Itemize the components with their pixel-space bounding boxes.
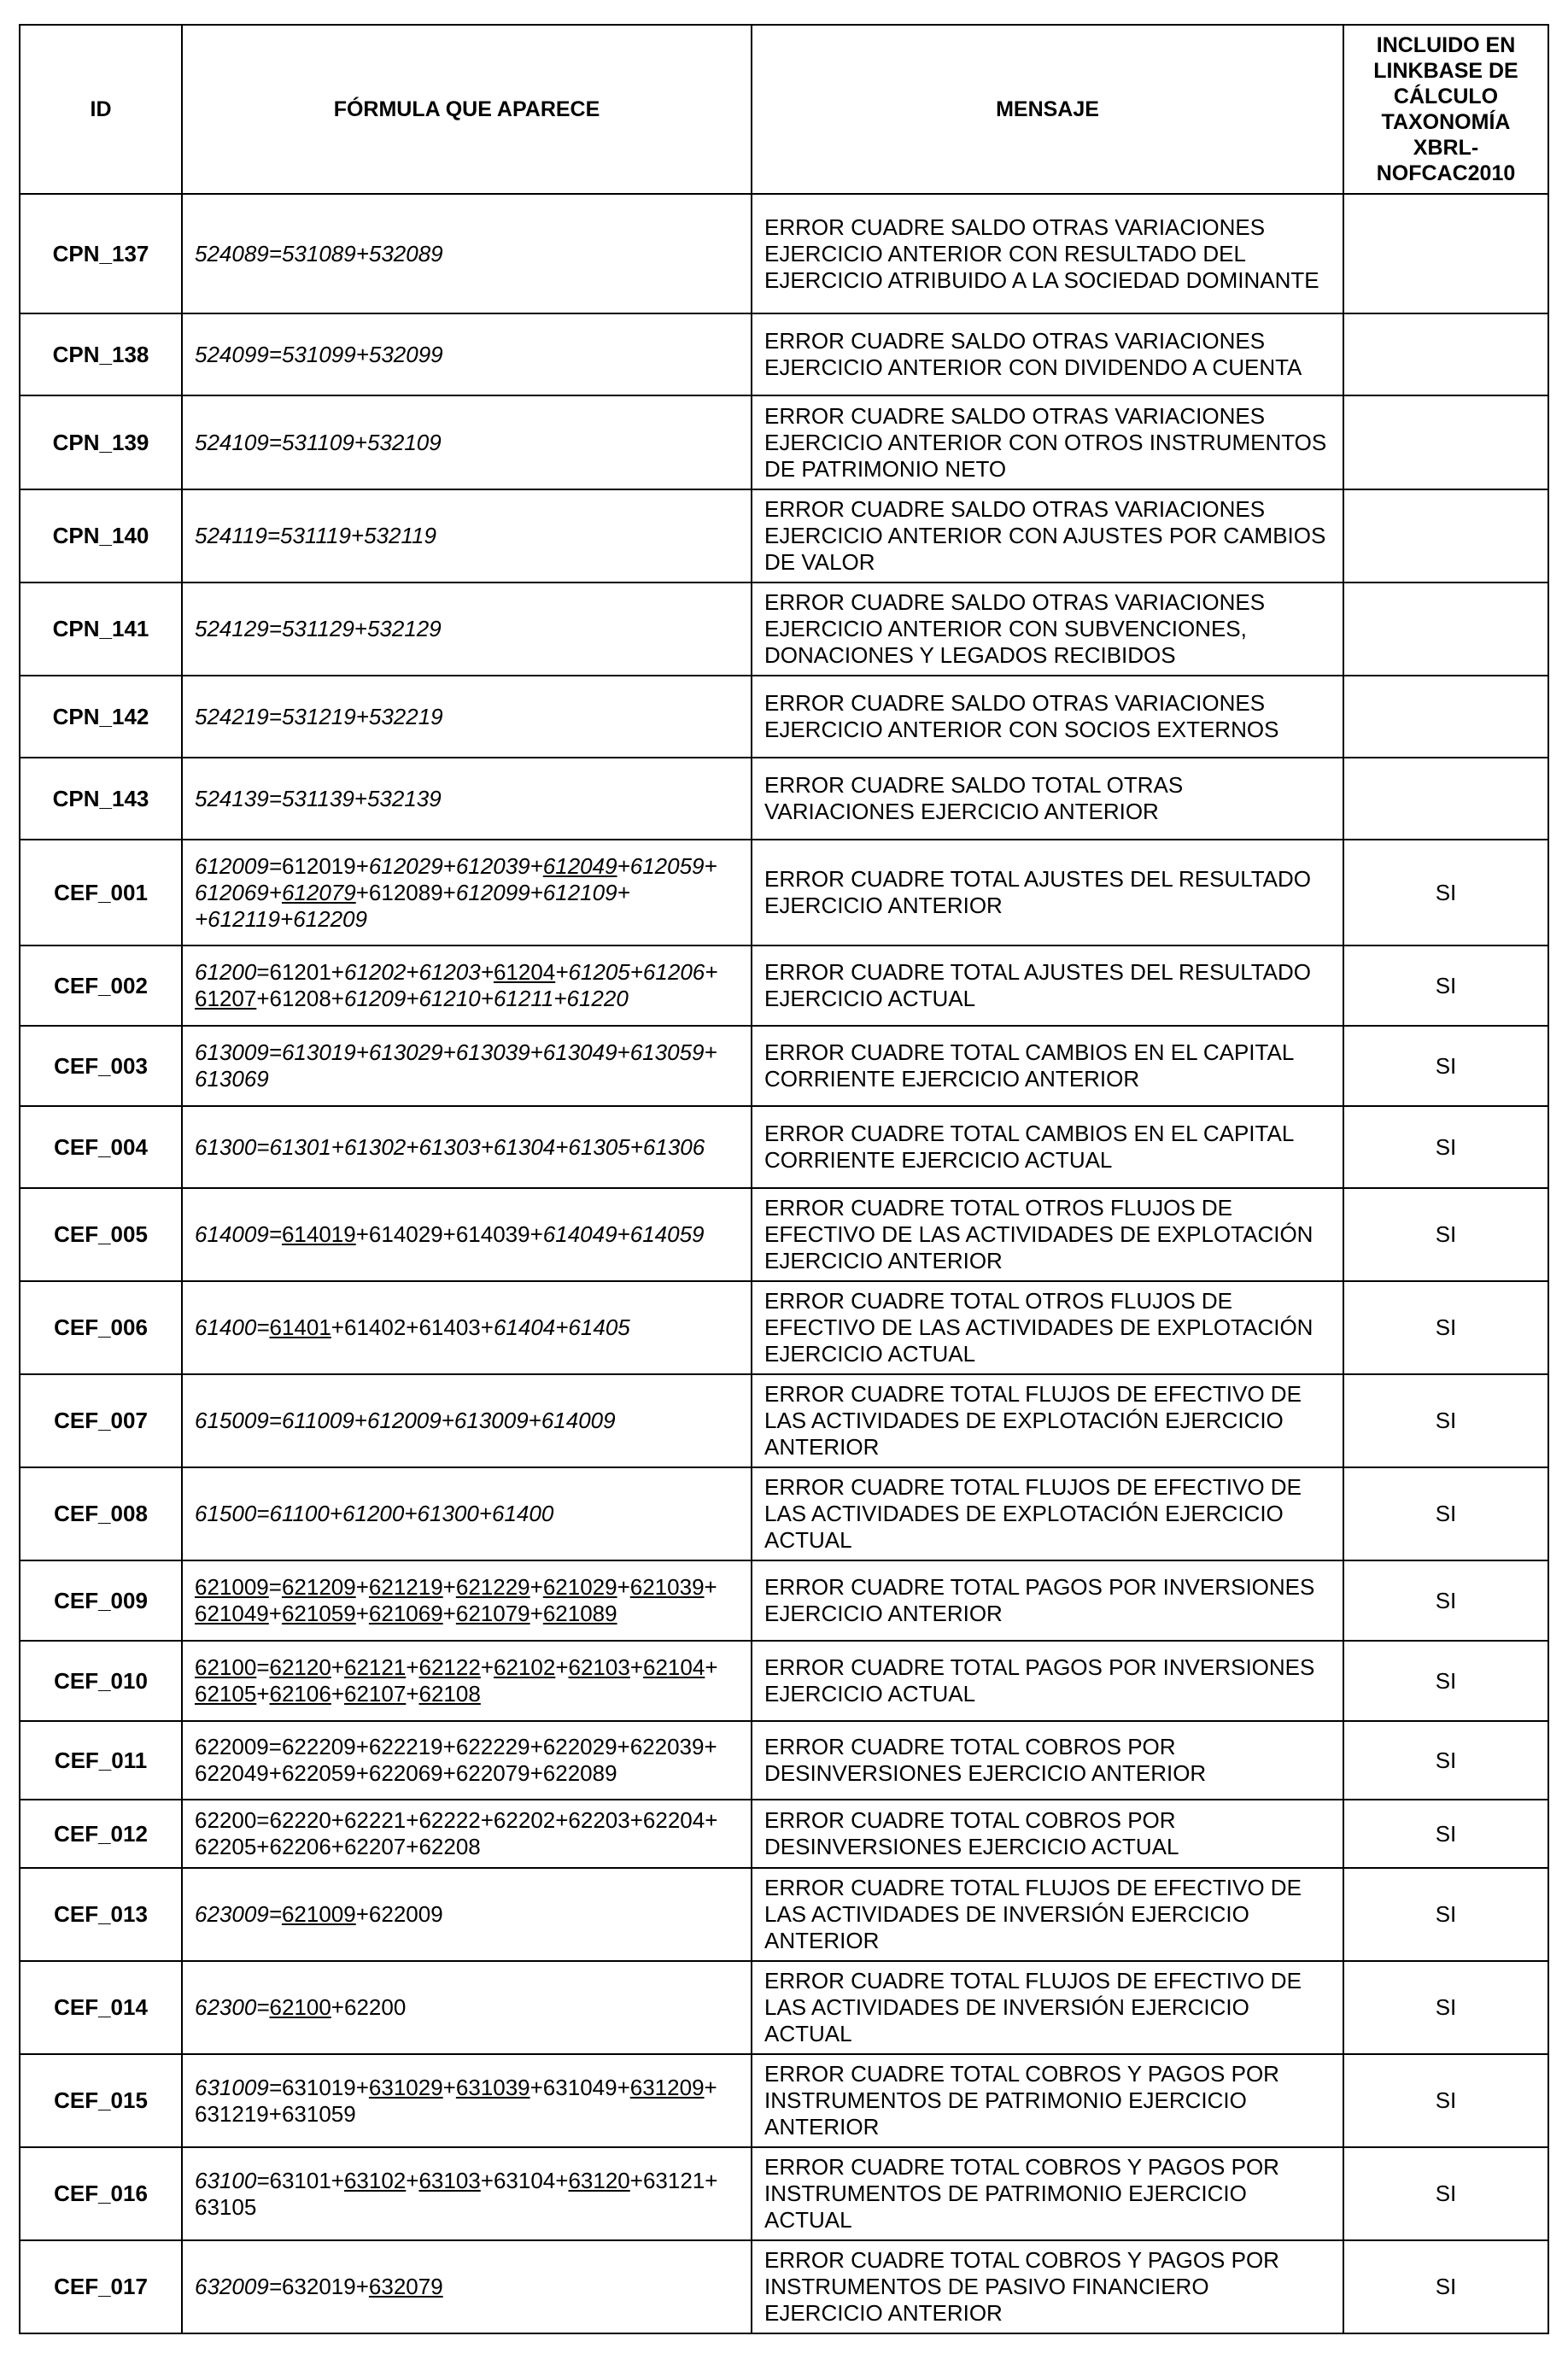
formula-segment: 63102: [343, 2167, 407, 2193]
header-formula: FÓRMULA QUE APARECE: [182, 25, 752, 194]
formula-segment: 62100: [269, 1994, 331, 2020]
formula-segment: 62107: [344, 1681, 407, 1707]
rule-id: CPN_138: [20, 313, 182, 395]
formula-segment: 62120: [269, 1654, 331, 1680]
formula-segment: +: [355, 1601, 369, 1626]
rule-message: ERROR CUADRE SALDO OTRAS VARIACIONES EJERCICIO ANTERIOR CON AJUSTES POR CAMBIOS DE VALOR: [752, 489, 1343, 583]
rule-message: ERROR CUADRE TOTAL OTROS FLUJOS DE EFECTIVO DE LAS ACTIVIDADES DE EXPLOTACIÓN EJERCICIO ANTERIOR: [752, 1188, 1343, 1281]
formula-segment: +: [617, 1574, 630, 1600]
formula-segment: +: [268, 1601, 282, 1626]
formula-segment: +: [406, 2167, 419, 2193]
formula-segment: 61200: [195, 959, 257, 985]
header-row: [20, 25, 1548, 194]
rule-id: CEF_011: [20, 1721, 182, 1800]
formula-segment: 62108: [418, 1681, 481, 1707]
table-row: [20, 395, 1548, 489]
table-row: [20, 1560, 1548, 1641]
formula-segment: 61204: [493, 959, 556, 985]
rule-included: [1343, 758, 1548, 840]
table-row: [20, 1641, 1548, 1721]
formula-segment: + 631219+631059: [195, 2074, 717, 2127]
rule-message: ERROR CUADRE TOTAL AJUSTES DEL RESULTADO EJERCICIO ANTERIOR: [752, 840, 1343, 945]
formula-segment: +63104+: [480, 2167, 569, 2193]
formula-segment: 615009=611009+612009+613009+614009: [195, 1408, 616, 1433]
rule-id: CEF_004: [20, 1106, 182, 1188]
rule-formula: [182, 1721, 752, 1800]
rule-message: ERROR CUADRE SALDO OTRAS VARIACIONES EJERCICIO ANTERIOR CON SUBVENCIONES, DONACIONES Y LEGADOS RECIBIDOS: [752, 583, 1343, 676]
formula-segment: =61201+: [256, 959, 344, 985]
rule-message: ERROR CUADRE SALDO OTRAS VARIACIONES EJERCICIO ANTERIOR CON DIVIDENDO A CUENTA: [752, 313, 1343, 395]
formula-segment: 621229: [455, 1574, 530, 1600]
formula-segment: +: [529, 1601, 543, 1626]
formula-segment: 62300=: [195, 1994, 270, 2020]
table-row: [20, 840, 1548, 945]
rule-included: [1343, 489, 1548, 583]
rule-included: SI: [1343, 1721, 1548, 1800]
table-row: [20, 1374, 1548, 1467]
rule-id: CPN_140: [20, 489, 182, 583]
formula-segment: 631209: [629, 2074, 705, 2100]
rule-formula: [182, 1281, 752, 1374]
formula-segment: 614019: [281, 1221, 356, 1247]
formula-segment: 524129=531129+532129: [195, 616, 442, 641]
formula-segment: 62122: [418, 1654, 481, 1680]
formula-segment: 61209+61210+61211+61220: [343, 986, 629, 1011]
formula-segment: +61208+: [256, 986, 344, 1011]
rule-message: ERROR CUADRE TOTAL FLUJOS DE EFECTIVO DE LAS ACTIVIDADES DE INVERSIÓN EJERCICIO ANTERIOR: [752, 1868, 1343, 1961]
rule-included: SI: [1343, 1560, 1548, 1641]
rule-formula: [182, 489, 752, 583]
formula-segment: +: [331, 1681, 344, 1707]
formula-segment: 61401: [269, 1314, 331, 1340]
rule-id: CEF_012: [20, 1800, 182, 1868]
rule-id: CEF_006: [20, 1281, 182, 1374]
rule-id: CEF_001: [20, 840, 182, 945]
table-row: [20, 945, 1548, 1026]
formula-segment: 61404+61405: [493, 1314, 630, 1340]
formula-segment: =: [256, 1654, 270, 1680]
header-message: MENSAJE: [752, 25, 1343, 194]
rule-included: SI: [1343, 2240, 1548, 2333]
rule-id: CEF_014: [20, 1961, 182, 2054]
rule-formula: [182, 945, 752, 1026]
rule-included: [1343, 676, 1548, 758]
formula-segment: 631039: [455, 2074, 530, 2100]
rule-id: CEF_013: [20, 1868, 182, 1961]
rule-id: CEF_007: [20, 1374, 182, 1467]
formula-segment: 63100=: [195, 2167, 270, 2193]
rule-message: ERROR CUADRE TOTAL OTROS FLUJOS DE EFECTIVO DE LAS ACTIVIDADES DE EXPLOTACIÓN EJERCICIO ACTUAL: [752, 1281, 1343, 1374]
rule-message: ERROR CUADRE TOTAL AJUSTES DEL RESULTADO EJERCICIO ACTUAL: [752, 945, 1343, 1026]
formula-segment: +: [705, 1654, 718, 1680]
formula-segment: 631009=: [195, 2074, 282, 2100]
rule-included: [1343, 313, 1548, 395]
formula-segment: +622009: [355, 1901, 443, 1927]
formula-segment: 62106: [269, 1681, 331, 1707]
rule-formula: [182, 1374, 752, 1467]
table-row: [20, 2147, 1548, 2240]
rule-message: ERROR CUADRE TOTAL COBROS POR DESINVERSIONES EJERCICIO ANTERIOR: [752, 1721, 1343, 1800]
rule-message: ERROR CUADRE TOTAL CAMBIOS EN EL CAPITAL CORRIENTE EJERCICIO ANTERIOR: [752, 1026, 1343, 1106]
rule-id: CPN_139: [20, 395, 182, 489]
rule-included: SI: [1343, 840, 1548, 945]
table-row: [20, 1800, 1548, 1868]
formula-segment: +: [256, 1681, 270, 1707]
rule-formula: [182, 676, 752, 758]
formula-segment: 621069: [368, 1601, 443, 1626]
header-id: ID: [20, 25, 182, 194]
rule-message: ERROR CUADRE TOTAL CAMBIOS EN EL CAPITAL CORRIENTE EJERCICIO ACTUAL: [752, 1106, 1343, 1188]
rule-message: ERROR CUADRE TOTAL COBROS Y PAGOS POR INSTRUMENTOS DE PASIVO FINANCIERO EJERCICIO ANTERIOR: [752, 2240, 1343, 2333]
table-row: [20, 2240, 1548, 2333]
formula-segment: +: [480, 1654, 494, 1680]
rule-included: SI: [1343, 1961, 1548, 2054]
formula-segment: 632079: [368, 2274, 443, 2299]
rule-formula: [182, 1868, 752, 1961]
formula-segment: 612009=: [195, 852, 282, 879]
rule-formula: [182, 395, 752, 489]
table-row: [20, 2054, 1548, 2147]
rule-included: SI: [1343, 1868, 1548, 1961]
rule-formula: [182, 583, 752, 676]
rule-included: [1343, 395, 1548, 489]
rule-formula: [182, 2147, 752, 2240]
formula-segment: 623009=: [195, 1901, 282, 1927]
rule-formula: [182, 1560, 752, 1641]
formula-segment: 524109=531109+532109: [195, 429, 442, 455]
validation-rules-table: [19, 24, 1549, 2334]
formula-segment: +61205+61206+: [555, 959, 718, 985]
rule-message: ERROR CUADRE SALDO OTRAS VARIACIONES EJERCICIO ANTERIOR CON OTROS INSTRUMENTOS DE PATRIMONIO NETO: [752, 395, 1343, 489]
rule-formula: [182, 1800, 752, 1868]
formula-segment: 63120: [568, 2167, 630, 2193]
rule-message: ERROR CUADRE SALDO TOTAL OTRAS VARIACIONES EJERCICIO ANTERIOR: [752, 758, 1343, 840]
formula-segment: 61400=: [195, 1314, 270, 1340]
rule-formula: [182, 1026, 752, 1106]
formula-segment: 621029: [542, 1574, 617, 1600]
rule-id: CEF_003: [20, 1026, 182, 1106]
formula-segment: 62100: [195, 1654, 257, 1680]
rule-formula: [182, 2240, 752, 2333]
rule-included: SI: [1343, 1026, 1548, 1106]
rule-message: ERROR CUADRE SALDO OTRAS VARIACIONES EJERCICIO ANTERIOR CON RESULTADO DEL EJERCICIO ATRIBUIDO A LA SOCIEDAD DOMINANTE: [752, 194, 1343, 313]
formula-segment: 62200=62220+62221+62222+62202+62203+62204+ 62205+62206+62207+62208: [195, 1807, 718, 1859]
rule-included: SI: [1343, 1281, 1548, 1374]
formula-segment: 61500=61100+61200+61300+61400: [195, 1501, 554, 1526]
rule-included: [1343, 194, 1548, 313]
formula-segment: +: [704, 1574, 717, 1600]
formula-segment: 524089=531089+532089: [195, 240, 443, 266]
rule-id: CEF_017: [20, 2240, 182, 2333]
formula-segment: 62105: [195, 1681, 257, 1707]
table-body: [20, 194, 1548, 2333]
formula-segment: 62102: [494, 1654, 556, 1680]
table-row: [20, 194, 1548, 313]
rule-id: CEF_016: [20, 2147, 182, 2240]
formula-segment: 61300=61301+61302+61303+61304+61305+61306: [195, 1133, 705, 1160]
formula-segment: 621039: [629, 1574, 705, 1600]
table-row: [20, 1721, 1548, 1800]
table-row: [20, 758, 1548, 840]
formula-segment: +614029+614039+: [355, 1221, 543, 1247]
formula-segment: +612059+ 612069+: [195, 852, 717, 905]
formula-segment: +: [629, 1654, 643, 1680]
formula-segment: 621079: [455, 1601, 530, 1626]
formula-segment: 524119=531119+532119: [195, 523, 436, 548]
rule-id: CEF_015: [20, 2054, 182, 2147]
rule-message: ERROR CUADRE TOTAL COBROS Y PAGOS POR INSTRUMENTOS DE PATRIMONIO EJERCICIO ACTUAL: [752, 2147, 1343, 2240]
formula-segment: 612079: [281, 879, 356, 905]
header-included: INCLUIDO EN LINKBASE DE CÁLCULO TAXONOMÍA XBRL-NOFCAC2010: [1343, 25, 1548, 194]
rule-included: SI: [1343, 2054, 1548, 2147]
table-row: [20, 489, 1548, 583]
rule-id: CPN_142: [20, 676, 182, 758]
rule-included: SI: [1343, 945, 1548, 1026]
rule-message: ERROR CUADRE TOTAL FLUJOS DE EFECTIVO DE LAS ACTIVIDADES DE EXPLOTACIÓN EJERCICIO ACTUAL: [752, 1467, 1343, 1560]
formula-segment: 63103: [418, 2167, 481, 2193]
rule-id: CEF_008: [20, 1467, 182, 1560]
rule-id: CPN_137: [20, 194, 182, 313]
rule-id: CEF_009: [20, 1560, 182, 1641]
rule-formula: [182, 1467, 752, 1560]
formula-segment: 61202+61203+: [343, 959, 494, 985]
rule-included: SI: [1343, 1467, 1548, 1560]
formula-segment: 614009=: [195, 1221, 282, 1247]
formula-segment: 631019+: [281, 2074, 369, 2100]
rule-included: SI: [1343, 1188, 1548, 1281]
rule-formula: [182, 313, 752, 395]
table-row: [20, 676, 1548, 758]
table-row: [20, 1961, 1548, 2054]
rule-formula: [182, 1961, 752, 2054]
formula-segment: +: [355, 1574, 369, 1600]
rule-formula: [182, 1641, 752, 1721]
formula-segment: 62121: [344, 1654, 407, 1680]
formula-segment: 621209: [281, 1574, 356, 1600]
rule-id: CPN_143: [20, 758, 182, 840]
formula-segment: +: [331, 1654, 344, 1680]
formula-segment: 622009=622209+622219+622229+622029+622039+ 622049+622059+622069+622079+622089: [195, 1734, 717, 1786]
formula-segment: 62104: [643, 1654, 705, 1680]
formula-segment: 613009=613019+613029+613039+613049+613059+ 613069: [195, 1039, 717, 1092]
rule-formula: [182, 1188, 752, 1281]
rule-included: SI: [1343, 2147, 1548, 2240]
rule-message: ERROR CUADRE TOTAL PAGOS POR INVERSIONES EJERCICIO ANTERIOR: [752, 1560, 1343, 1641]
rule-id: CPN_141: [20, 583, 182, 676]
rule-message: ERROR CUADRE TOTAL COBROS Y PAGOS POR INSTRUMENTOS DE PATRIMONIO EJERCICIO ANTERIOR: [752, 2054, 1343, 2147]
table-row: [20, 1188, 1548, 1281]
rule-message: ERROR CUADRE SALDO OTRAS VARIACIONES EJERCICIO ANTERIOR CON SOCIOS EXTERNOS: [752, 676, 1343, 758]
formula-segment: +: [529, 1574, 543, 1600]
table-row: [20, 313, 1548, 395]
rule-formula: [182, 194, 752, 313]
formula-segment: 62103: [568, 1654, 630, 1680]
table-row: [20, 583, 1548, 676]
table-row: [20, 1467, 1548, 1560]
rule-formula: [182, 2054, 752, 2147]
formula-segment: 632009=: [195, 2274, 282, 2299]
table-row: [20, 1106, 1548, 1188]
rule-message: ERROR CUADRE TOTAL FLUJOS DE EFECTIVO DE LAS ACTIVIDADES DE EXPLOTACIÓN EJERCICIO ANTERIOR: [752, 1374, 1343, 1467]
rule-message: ERROR CUADRE TOTAL PAGOS POR INVERSIONES EJERCICIO ACTUAL: [752, 1641, 1343, 1721]
formula-segment: 63101+: [269, 2167, 344, 2193]
formula-segment: +: [442, 2074, 456, 2100]
rule-included: SI: [1343, 1374, 1548, 1467]
formula-segment: 524219=531219+532219: [195, 703, 443, 729]
formula-segment: 612029+612039+: [368, 852, 543, 879]
formula-segment: 621049: [195, 1601, 269, 1626]
formula-segment: 621089: [542, 1601, 617, 1626]
formula-segment: 612019+: [281, 852, 369, 879]
rule-included: SI: [1343, 1800, 1548, 1868]
rule-id: CEF_010: [20, 1641, 182, 1721]
table-row: [20, 1868, 1548, 1961]
formula-segment: +: [406, 1681, 419, 1707]
formula-segment: 524139=531139+532139: [195, 785, 442, 811]
formula-segment: 612049: [542, 852, 617, 879]
rule-formula: [182, 1106, 752, 1188]
rule-formula: [182, 758, 752, 840]
rule-id: CEF_005: [20, 1188, 182, 1281]
formula-segment: 621009: [281, 1901, 356, 1927]
rule-included: SI: [1343, 1641, 1548, 1721]
table-row: [20, 1281, 1548, 1374]
formula-segment: +631049+: [529, 2074, 630, 2100]
formula-segment: 614049+614059: [542, 1221, 705, 1247]
formula-segment: 61207: [195, 986, 257, 1011]
formula-segment: 631029: [368, 2074, 443, 2100]
rule-message: ERROR CUADRE TOTAL COBROS POR DESINVERSIONES EJERCICIO ACTUAL: [752, 1800, 1343, 1868]
formula-segment: 621219: [368, 1574, 443, 1600]
formula-segment: 612099+612109+ +612119+612209: [195, 879, 630, 932]
rule-formula: [182, 840, 752, 945]
rule-message: ERROR CUADRE TOTAL FLUJOS DE EFECTIVO DE LAS ACTIVIDADES DE INVERSIÓN EJERCICIO ACTUAL: [752, 1961, 1343, 2054]
formula-segment: 621009: [195, 1574, 269, 1600]
table-row: [20, 1026, 1548, 1106]
rule-id: CEF_002: [20, 945, 182, 1026]
formula-segment: +: [555, 1654, 569, 1680]
formula-segment: +: [442, 1601, 456, 1626]
formula-segment: +: [442, 1574, 456, 1600]
formula-segment: +61402+61403+: [331, 1314, 494, 1340]
formula-segment: +62200: [331, 1994, 407, 2020]
rule-included: [1343, 583, 1548, 676]
formula-segment: +: [406, 1654, 419, 1680]
formula-segment: 632019+: [281, 2274, 369, 2299]
rule-included: SI: [1343, 1106, 1548, 1188]
formula-segment: +612089+: [355, 879, 456, 905]
formula-segment: +63121+ 63105: [195, 2167, 718, 2220]
formula-segment: 621059: [281, 1601, 356, 1626]
formula-segment: 524099=531099+532099: [195, 341, 443, 367]
formula-segment: =: [268, 1574, 282, 1600]
